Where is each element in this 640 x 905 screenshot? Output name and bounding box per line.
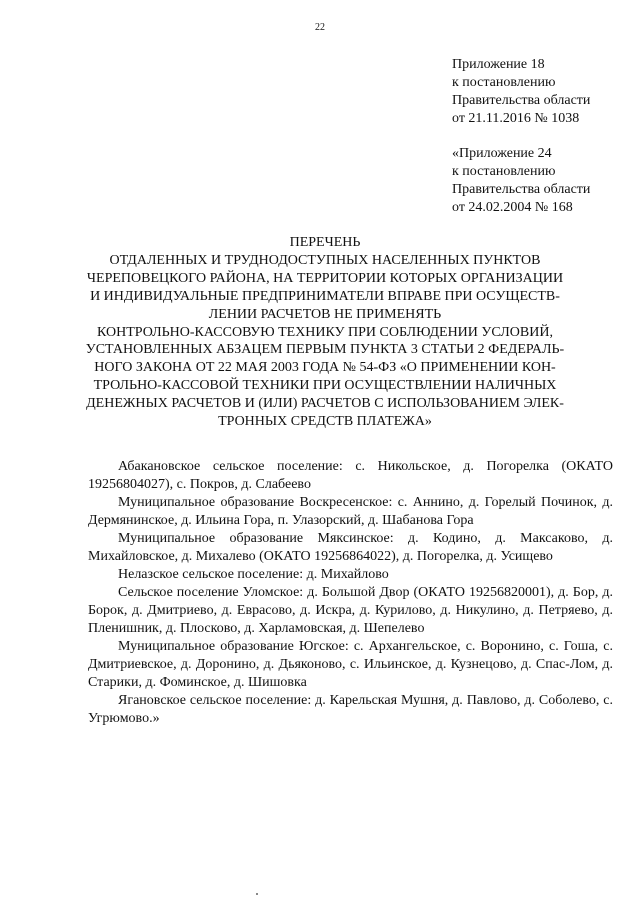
settlement-paragraph: Муниципальное образование Воскресенское: с. Аннино, д. Горелый Починок, д. Дермянинское, д. Ильина Гора, п. Улазорский, д. Шабанова Гора <box>88 495 613 528</box>
settlement-paragraph: Муниципальное образование Югское: с. Архангельское, с. Воронино, с. Гоша, с. Дмитриевское, д. Доронино, д. Дьяконово, с. Ильинское, д. Кузнецово, д. Спас-Лом, д. Старики, д. Фоминское, д. Шишовка <box>88 639 613 690</box>
appendix-line: «Приложение 24 <box>452 146 552 161</box>
title-line: НОГО ЗАКОНА ОТ 22 МАЯ 2003 ГОДА № 54-ФЗ «О ПРИМЕНЕНИИ КОН- <box>94 360 556 376</box>
title-line: УСТАНОВЛЕННЫХ АБЗАЦЕМ ПЕРВЫМ ПУНКТА 3 СТАТЬИ 2 ФЕДЕРАЛЬ- <box>85 342 565 358</box>
title-line: ДЕНЕЖНЫХ РАСЧЕТОВ И (ИЛИ) РАСЧЕТОВ С ИСПОЛЬЗОВАНИЕМ ЭЛЕК- <box>86 396 564 412</box>
appendix-line: Приложение 18 <box>452 57 545 72</box>
title-line: ТРОННЫХ СРЕДСТВ ПЛАТЕЖА» <box>218 414 432 430</box>
appendix-header-current <box>452 56 632 128</box>
settlement-paragraph: Сельское поселение Уломское: д. Большой Двор (ОКАТО 19256820001), д. Бор, д. Борок, д. Дмитриево, д. Еврасово, д. Искра, д. Курилово, д. Никулино, д. Петряево, д. Пленишник, д. Плосково, д. Харламовская, д. Шепелево <box>88 585 613 636</box>
settlement-paragraph: Муниципальное образование Мяксинское: д. Кодино, д. Максаково, д. Михайловское, д. Михалево (ОКАТО 19256864022), д. Погорелка, д. Усищево <box>88 531 613 564</box>
appendix-line: от 21.11.2016 № 1038 <box>452 111 580 126</box>
settlement-paragraph: Нелазское сельское поселение: д. Михайлово <box>118 567 389 582</box>
settlement-paragraph: Ягановское сельское поселение: д. Карельская Мушня, д. Павлово, д. Соболево, с. Угрюмово.» <box>88 693 613 726</box>
title-line: ОТДАЛЕННЫХ И ТРУДНОДОСТУПНЫХ НАСЕЛЕННЫХ ПУНКТОВ <box>109 252 541 268</box>
title-line: КОНТРОЛЬНО-КАССОВУЮ ТЕХНИКУ ПРИ СОБЛЮДЕНИИ УСЛОВИЙ, <box>97 324 553 340</box>
document-title <box>80 234 570 431</box>
title-line: ЛЕНИИ РАСЧЕТОВ НЕ ПРИМЕНЯТЬ <box>208 306 442 322</box>
title-line: И ИНДИВИДУАЛЬНЫЕ ПРЕДПРИНИМАТЕЛИ ВПРАВЕ ПРИ ОСУЩЕСТВ- <box>90 288 560 304</box>
appendix-line: к постановлению <box>452 164 556 179</box>
appendix-line: от 24.02.2004 № 168 <box>452 200 573 215</box>
appendix-line: Правительства области <box>452 93 591 108</box>
title-line: ТРОЛЬНО-КАССОВОЙ ТЕХНИКИ ПРИ ОСУЩЕСТВЛЕНИИ НАЛИЧНЫХ <box>93 378 557 394</box>
page-number: 22 <box>315 22 325 33</box>
appendix-header-previous <box>452 145 632 217</box>
title-line: ЧЕРЕПОВЕЦКОГО РАЙОНА, НА ТЕРРИТОРИИ КОТОРЫХ ОРГАНИЗАЦИИ <box>86 270 564 286</box>
appendix-line: к постановлению <box>452 75 556 90</box>
appendix-line: Правительства области <box>452 182 591 197</box>
scan-mark <box>256 893 258 895</box>
settlements-list <box>88 458 613 728</box>
title-line: ПЕРЕЧЕНЬ <box>289 235 361 250</box>
settlement-paragraph: Абакановское сельское поселение: с. Никольское, д. Погорелка (ОКАТО 19256804027), с. Покров, д. Слабеево <box>88 459 613 492</box>
